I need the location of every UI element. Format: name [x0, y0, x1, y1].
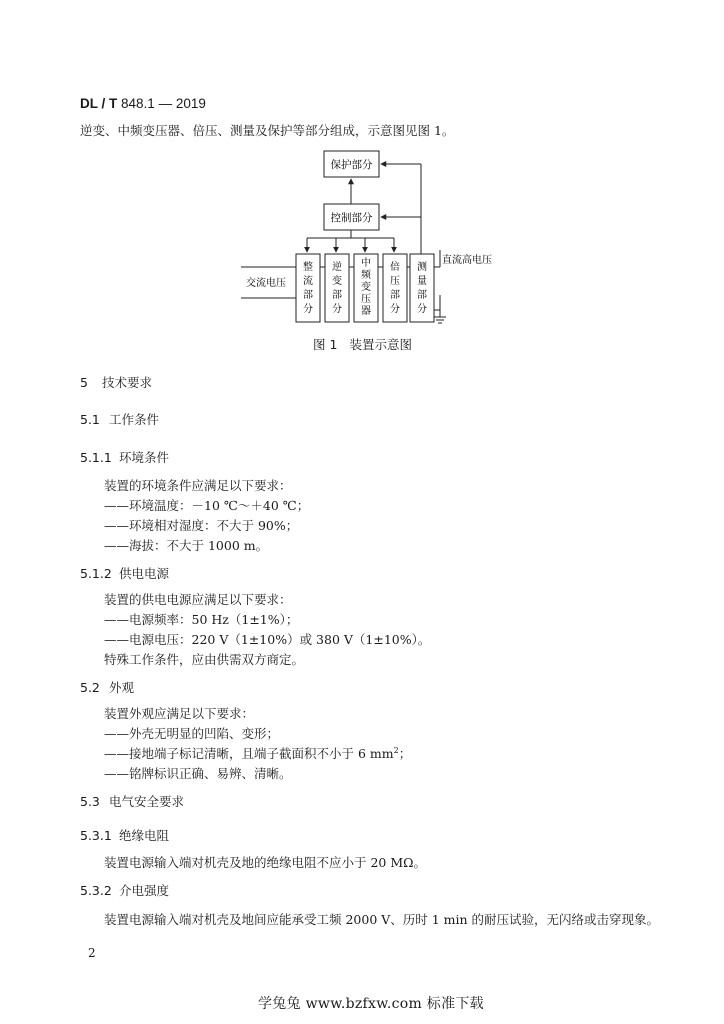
punctuation: ； — [398, 746, 412, 761]
transformer-char: 频 — [361, 270, 371, 281]
section-title: 外观 — [109, 680, 135, 695]
standard-header — [80, 96, 206, 111]
list-item: ——电源电压：220 V（1±10%）或 380 V（1±10%）。 — [104, 632, 431, 647]
footer-watermark: 学兔兔 www.bzfxw.com 标准下载 — [258, 996, 484, 1012]
transformer-char: 压 — [361, 294, 371, 305]
figure-number: 图 1 — [313, 337, 338, 352]
standard-number: 848.1 — 2019 — [121, 96, 206, 111]
paragraph-line: 装置的环境条件应满足以下要求： — [104, 478, 292, 493]
section-number: 5.1 — [80, 412, 100, 427]
page-number: 2 — [88, 946, 96, 960]
list-item: ——电源频率：50 Hz（1±1%）； — [104, 612, 299, 627]
section-number: 5.2 — [80, 680, 100, 695]
multiplier-char: 分 — [390, 304, 400, 315]
standard-prefix: DL / T — [80, 96, 118, 111]
section-number: 5.1.2 — [80, 566, 112, 581]
control-label: 控制部分 — [330, 212, 373, 224]
list-item — [104, 744, 411, 762]
rectifier-char: 部 — [303, 290, 313, 301]
transformer-char: 变 — [361, 282, 371, 293]
transformer-char: 中 — [361, 258, 371, 269]
section-number: 5.3.2 — [80, 883, 112, 898]
rectifier-char: 整 — [303, 262, 313, 273]
figure-caption — [313, 335, 412, 353]
list-item: ——铭牌标识正确、易辨、清晰。 — [104, 766, 292, 781]
multiplier-char: 压 — [390, 276, 400, 287]
section-title: 介电强度 — [119, 883, 170, 898]
intro-line: 逆变、中频变压器、倍压、测量及保护等部分组成，示意图见图 1。 — [80, 123, 455, 138]
multiplier-char: 部 — [390, 290, 400, 301]
paragraph-line: 装置的供电电源应满足以下要求： — [104, 592, 292, 607]
figure-title: 装置示意图 — [349, 337, 412, 352]
section-number: 5.1.1 — [80, 450, 112, 465]
rectifier-char: 分 — [303, 304, 313, 315]
ac-input-label: 交流电压 — [246, 278, 286, 289]
section-title: 技术要求 — [102, 375, 153, 390]
protection-label: 保护部分 — [330, 159, 373, 171]
paragraph-line: 装置电源输入端对机壳及地间应能承受工频 2000 V、历时 1 min 的耐压试验，无闪络或击穿现象。 — [104, 912, 660, 927]
inverter-char: 分 — [332, 304, 342, 315]
section-heading — [80, 373, 152, 391]
inverter-char: 变 — [332, 276, 342, 287]
rectifier-char: 流 — [303, 276, 313, 287]
multiplier-char: 倍 — [390, 262, 400, 273]
list-item: ——海拔：不大于 1000 m。 — [104, 538, 269, 553]
dc-output-label: 直流高电压 — [442, 255, 492, 266]
section-number: 5.3 — [80, 794, 100, 809]
transformer-char: 器 — [361, 306, 371, 317]
superscript: 2 — [393, 745, 399, 755]
inverter-char: 逆 — [332, 262, 342, 273]
measure-char: 量 — [417, 276, 427, 287]
measure-char: 分 — [417, 304, 427, 315]
section-heading — [80, 410, 159, 428]
section-title: 环境条件 — [119, 450, 170, 465]
section-heading — [80, 881, 169, 899]
inverter-char: 部 — [332, 290, 342, 301]
section-heading — [80, 792, 184, 810]
list-item: ——外壳无明显的凹陷、变形； — [104, 726, 280, 741]
section-title: 供电电源 — [119, 566, 170, 581]
list-item-text: ——接地端子标记清晰，且端子截面积不小于 6 mm — [104, 746, 394, 761]
section-heading — [80, 448, 169, 466]
list-item: ——环境温度：－10 ℃～＋40 ℃； — [104, 498, 310, 513]
block-diagram — [235, 145, 515, 330]
list-item: ——环境相对湿度：不大于 90%； — [104, 518, 299, 533]
section-heading — [80, 678, 134, 696]
section-number: 5 — [80, 375, 88, 390]
measure-char: 部 — [417, 290, 427, 301]
paragraph-line: 装置外观应满足以下要求： — [104, 706, 255, 721]
section-title: 工作条件 — [109, 412, 160, 427]
paragraph-line: 装置电源输入端对机壳及地的绝缘电阻不应小于 20 MΩ。 — [104, 855, 427, 870]
paragraph-line: 特殊工作条件，应由供需双方商定。 — [104, 652, 305, 667]
section-title: 绝缘电阻 — [119, 828, 170, 843]
measure-char: 测 — [417, 262, 427, 273]
section-number: 5.3.1 — [80, 828, 112, 843]
section-heading — [80, 826, 169, 844]
section-heading — [80, 564, 169, 582]
section-title: 电气安全要求 — [109, 794, 185, 809]
